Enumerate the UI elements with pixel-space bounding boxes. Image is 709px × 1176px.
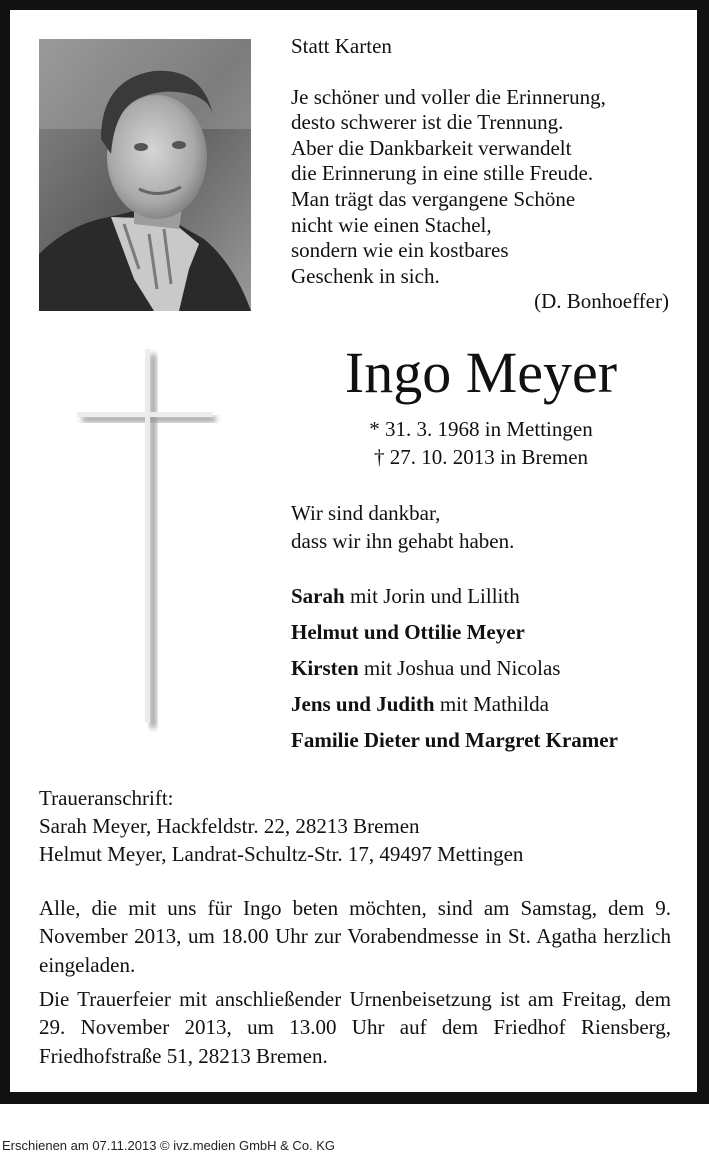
poem-line: Man trägt das vergangene Schöne [291,186,576,211]
thanks-line: dass wir ihn gehabt haben. [291,529,515,553]
address-line: Helmut Meyer, Landrat-Schultz-Str. 17, 49497 Mettingen [39,842,524,866]
mourners-list [291,582,618,762]
poem-line: desto schwerer ist die Trennung. [291,110,564,135]
mourner-detail: mit Jorin und Lillith [344,584,520,608]
death-date: † 27. 10. 2013 in Bremen [373,445,589,469]
mourner-detail: mit Joshua und Nicolas [358,656,561,680]
poem-block [291,34,671,315]
poem-line: sondern wie ein kostbares [291,238,509,263]
mass-invitation: Alle, die mit uns für Ingo beten möchten, sind am Samstag, dem 9. November 2013, um 18.00 Uhr zur Vorabendmesse in St. Agatha herzlich eingeladen. [39,896,671,977]
publication-footer: Erschienen am 07.11.2013 © ivz.medien GmbH & Co. KG [2,1138,336,1153]
birth-date: * 31. 3. 1968 in Mettingen [369,417,593,441]
poem-heading: Statt Karten [291,34,392,58]
deceased-name: Ingo Meyer [344,340,618,405]
thanks-line: Wir sind dankbar, [291,501,441,525]
poem-line: die Erinnerung in eine stille Freude. [291,161,594,186]
life-dates [291,415,671,471]
portrait-photo [39,39,251,311]
poem-line: Geschenk in sich. [291,263,440,288]
thanks-text [291,499,514,555]
mourner-entry [291,618,618,654]
poem-line: nicht wie einen Stachel, [291,212,492,237]
mourner-entry [291,654,618,690]
mourner-entry [291,582,618,618]
mourner-entry [291,690,618,726]
mourner-name: Jens und Judith [291,692,435,716]
mourner-detail: mit Mathilda [434,692,549,716]
funeral-info: Die Trauerfeier mit anschließender Urnenbeisetzung ist am Freitag, dem 29. November 2013, um 13.00 Uhr auf dem Friedhof Riensberg, Friedhofstraße 51, 28213 Bremen. [39,987,671,1068]
address-line: Sarah Meyer, Hackfeldstr. 22, 28213 Bremen [39,814,420,838]
notice-body [10,10,697,1092]
mourning-address [39,784,523,868]
mourner-name: Kirsten [291,656,359,680]
mourner-name: Helmut und Ottilie Meyer [291,620,525,644]
address-label: Traueranschrift: [39,786,174,810]
mourner-name: Familie Dieter und Margret Kramer [291,728,618,752]
portrait-image [39,39,251,311]
mourner-name: Sarah [291,584,345,608]
mourner-entry [291,726,618,762]
cross-icon [74,346,224,736]
poem-source: (D. Bonhoeffer) [534,289,669,314]
poem-line: Je schöner und voller die Erinnerung, [291,84,606,109]
poem-line: Aber die Dankbarkeit verwandelt [291,135,572,160]
